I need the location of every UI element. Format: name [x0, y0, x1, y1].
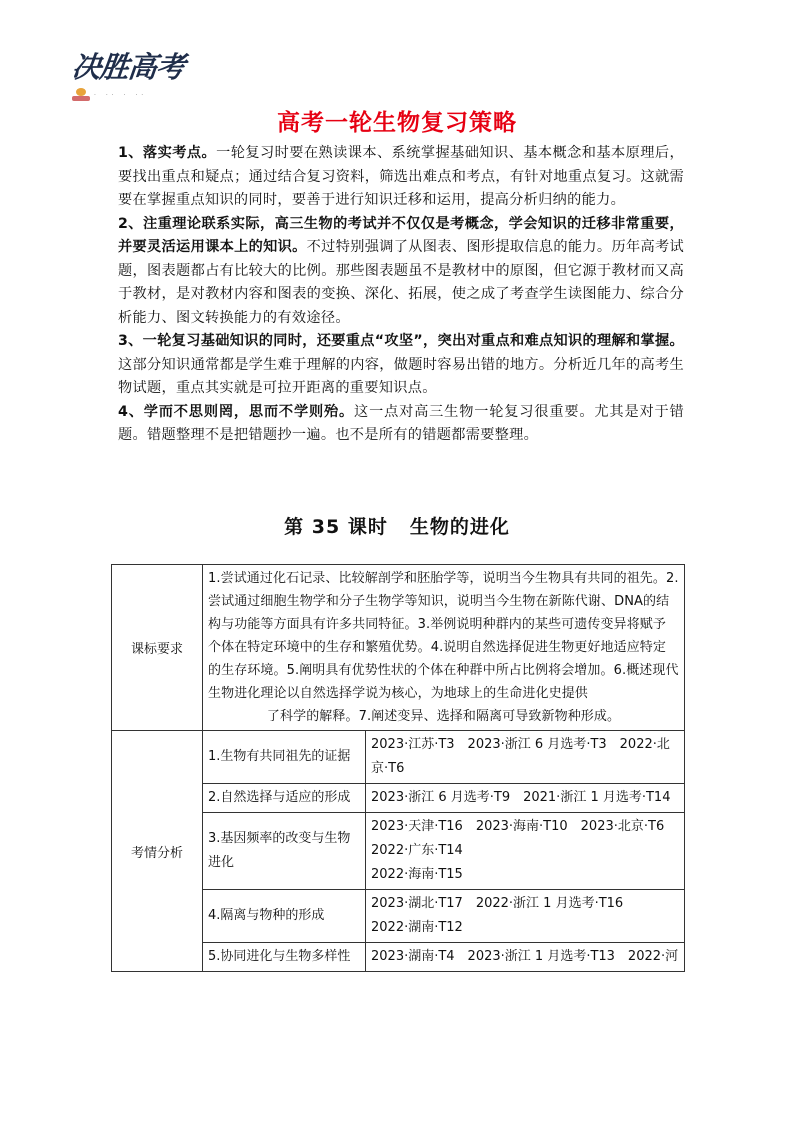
source-line: 2022·广东·T14	[371, 843, 463, 858]
strategy-item-3	[118, 330, 684, 401]
lesson-title	[0, 512, 794, 539]
strategy-item-1	[118, 142, 684, 213]
logo-sun-icon	[72, 88, 90, 102]
page-title: 高考一轮生物复习策略	[277, 110, 517, 136]
analysis-sources	[366, 890, 685, 943]
source-line: 2023·湖北·T17 2022·浙江 1 月选考·T16	[371, 896, 624, 911]
table-row	[112, 565, 685, 731]
requirements-last-line: 了科学的解释。7.阐述变异、选择和隔离可导致新物种形成。	[266, 709, 621, 724]
curriculum-table	[111, 564, 685, 972]
strategy-item-2	[118, 213, 684, 331]
source-line: 2023·天津·T16 2023·海南·T10 2023·北京·T6	[371, 819, 665, 834]
strategy-item-heading: 4、学而不思则罔，思而不学则殆。	[118, 403, 355, 420]
lesson-topic: 生物的进化	[409, 516, 510, 538]
requirements-text	[203, 565, 685, 731]
strategy-item-heading: 2、注重理论联系实际，高三生物的考试并不仅仅是考概念，学会知识的迁移非常重要，并要灵活运用课本上的知识。	[118, 215, 684, 255]
strategy-item-heading: 1、落实考点。	[118, 145, 217, 161]
analysis-sources	[366, 813, 685, 890]
analysis-topic: 2.自然选择与适应的形成	[203, 784, 366, 813]
analysis-sources	[366, 943, 685, 972]
strategy-item-text: 这一点对高三生物一轮复习很重要。尤其是对于错题。错题整理不是把错题抄一遍。也不是所有的错题都需要整理。	[118, 403, 684, 443]
requirements-body: 1.尝试通过化石记录、比较解剖学和胚胎学等，说明当今生物具有共同的祖先。2.尝试通过细胞生物学和分子生物学等知识，说明当今生物在新陈代谢、DNA的结构与功能等方面具有许多共同特征。3.举例说明种群内的某些可遗传变异将赋予个体在特定环境中的生存和繁殖优势。4.说明自然选择促进生物更好地适应特定的生存环境。5.阐明具有优势性状的个体在种群中所占比例将会增加。6.概述现代生物进化理论以自然选择学说为核心，为地球上的生命进化史提供	[208, 571, 679, 701]
strategy-item-text: 不过特别强调了从图表、图形提取信息的能力。历年高考试题，图表题都占有比较大的比例。那些图表题虽不是教材中的原图，但它源于教材而又高于教材，是对教材内容和图表的变换、深化、拓展，使之成了考查学生读图能力、综合分析能力、图文转换能力的有效途径。	[118, 239, 684, 326]
source-line: 2022·海南·T15	[371, 867, 463, 882]
table-row	[112, 731, 685, 784]
requirements-label: 课标要求	[112, 565, 203, 731]
lesson-number: 第 35 课时	[284, 516, 388, 538]
analysis-topic: 4.隔离与物种的形成	[203, 890, 366, 943]
analysis-sources	[366, 784, 685, 813]
logo-decoration: · ·· · ··	[94, 91, 148, 99]
strategy-item-4	[118, 401, 684, 448]
strategy-section	[118, 142, 684, 448]
strategy-item-heading: 3、一轮复习基础知识的同时，还要重点“攻坚”，突出对重点和难点知识的理解和掌握。	[118, 333, 684, 349]
strategy-item-text: 这部分知识通常都是学生难于理解的内容，做题时容易出错的地方。分析近几年的高考生物试题，重点其实就是可拉开距离的重要知识点。	[118, 356, 684, 396]
strategy-item-text: 一轮复习时要在熟读课本、系统掌握基础知识、基本概念和基本原理后，要找出重点和疑点；通过结合复习资料，筛选出难点和考点，有针对地重点复习。这就需要在掌握重点知识的同时，要善于进行知识迁移和运用，提高分析归纳的能力。	[118, 145, 684, 208]
logo-emblem	[72, 88, 190, 102]
analysis-label: 考情分析	[112, 731, 203, 972]
analysis-topic: 3.基因频率的改变与生物进化	[203, 813, 366, 890]
analysis-topic: 1.生物有共同祖先的证据	[203, 731, 366, 784]
source-line: 2023·江苏·T3 2023·浙江 6 月选考·T3 2022·北京·T6	[371, 737, 670, 776]
logo-text: 决胜高考	[70, 50, 186, 84]
analysis-topic: 5.协同进化与生物多样性	[203, 943, 366, 972]
source-line: 2023·浙江 6 月选考·T9 2021·浙江 1 月选考·T14	[371, 790, 671, 805]
source-line: 2023·湖南·T4 2023·浙江 1 月选考·T13 2022·河	[371, 949, 679, 964]
source-line: 2022·湖南·T12	[371, 920, 463, 935]
analysis-sources	[366, 731, 685, 784]
